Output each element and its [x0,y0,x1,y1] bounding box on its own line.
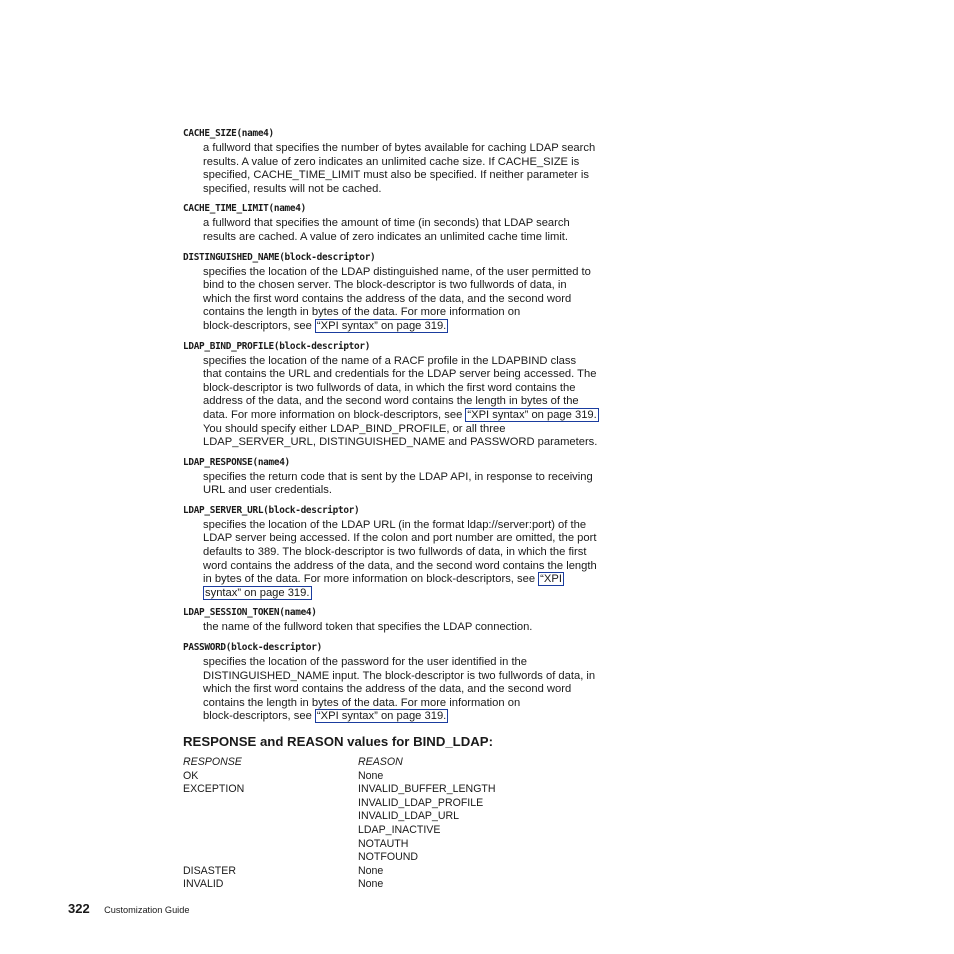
param-term: LDAP_BIND_PROFILE(block-descriptor) [183,340,371,352]
text-line: specifies the location of the name of a RACF profile in the LDAPBIND class [203,354,577,367]
text-line [203,587,613,601]
text-line: results. A value of zero indicates an unlimited cache size. If CACHE_SIZE is [203,155,580,168]
text-line [203,320,613,334]
param-term: DISTINGUISHED_NAME(block-descriptor) [183,251,376,263]
text-line: results are cached. A value of zero indicates an unlimited cache time limit. [203,230,569,243]
param-description [203,621,613,635]
response-reason-table [183,756,496,892]
text-line [203,409,613,423]
text-line: defaults to 389. The block-descriptor is two fullwords of data, in which the first [203,546,587,559]
param-description [203,355,613,450]
param-term: CACHE_TIME_LIMIT(name4) [183,203,306,215]
table-row [183,770,496,784]
table-row [183,878,496,892]
param-description [203,656,613,724]
text-line: specified, CACHE_TIME_LIMIT must also be specified. If neither parameter is [203,169,589,182]
response-cell [183,851,358,865]
text-line [203,573,613,587]
xpi-syntax-link[interactable]: “XPI syntax” on page 319. [316,319,447,332]
reason-cell: INVALID_BUFFER_LENGTH [358,783,496,796]
response-cell: EXCEPTION [183,783,245,796]
text-line: You should specify either LDAP_BIND_PROFILE, or all three [203,422,506,435]
text-line: contains the length in bytes of the data. For more information on [203,696,521,709]
response-cell: DISASTER [183,864,236,877]
param-ldap-bind-profile [183,341,613,450]
text-line: which the first word contains the address of the data, and the second word [203,292,572,305]
param-term: PASSWORD(block-descriptor) [183,642,322,654]
text-line: a fullword that specifies the number of bytes available for caching LDAP search [203,142,596,154]
book-title: Customization Guide [104,905,190,915]
param-password [183,642,613,724]
text-line: the name of the fullword token that specifies the LDAP connection. [203,621,533,634]
section-heading: RESPONSE and REASON values for BIND_LDAP: [183,734,493,749]
param-ldap-session-token [183,607,613,635]
text-line: word contains the address of the data, and the second word contains the length [203,559,597,572]
param-description [203,217,613,244]
text-line: specified, results will not be cached. [203,182,382,195]
param-ldap-server-url [183,505,613,601]
text-fragment: block-descriptors, see [203,319,315,332]
param-term: LDAP_SERVER_URL(block-descriptor) [183,504,360,516]
reason-cell: None [358,878,384,891]
text-line: bind to the chosen server. The block-descriptor is two fullwords of data, in [203,279,567,292]
param-description [203,266,613,334]
page-content [183,128,613,892]
param-cache-time-limit [183,203,613,244]
text-fragment: in bytes of the data. For more information on block-descriptors, see [203,573,539,586]
text-line: specifies the location of the LDAP URL (in the format ldap://server:port) of the [203,518,587,531]
param-description [203,142,613,196]
text-line: specifies the location of the password for the user identified in the [203,656,528,669]
response-cell: OK [183,769,199,782]
response-cell: INVALID [183,878,224,891]
column-header-response: RESPONSE [183,756,242,768]
table-row [183,783,496,797]
text-line [203,710,613,724]
text-line: DISTINGUISHED_NAME input. The block-descriptor is two fullwords of data, in [203,669,596,682]
param-ldap-response [183,457,613,498]
param-term: LDAP_SESSION_TOKEN(name4) [183,607,317,619]
text-line: specifies the return code that is sent by the LDAP API, in response to receiving [203,470,593,483]
table-row [183,838,496,852]
xpi-syntax-link[interactable]: “XPI [540,573,562,586]
xpi-syntax-link-continued[interactable]: syntax” on page 319. [205,586,310,599]
reason-cell: None [358,769,384,782]
reason-cell: LDAP_INACTIVE [358,823,441,836]
xpi-syntax-link[interactable]: “XPI syntax” on page 319. [467,408,597,421]
text-line: which the first word contains the address of the data, and the second word [203,683,572,696]
reason-cell: INVALID_LDAP_URL [358,810,460,823]
text-line: block-descriptor is two fullwords of data, in which the first word contains the [203,381,576,394]
param-term: CACHE_SIZE(name4) [183,128,274,139]
response-cell [183,824,358,838]
text-line: LDAP server being accessed. If the colon and port number are omitted, the port [203,532,597,545]
text-line: specifies the location of the LDAP distinguished name, of the user permitted to [203,265,591,278]
response-cell [183,838,358,852]
text-line: that contains the URL and credentials for the LDAP server being accessed. The [203,368,597,381]
param-description [203,519,613,601]
column-header-reason: REASON [358,756,403,768]
param-distinguished-name [183,252,613,334]
text-fragment: data. For more information on block-descriptors, see [203,408,466,421]
text-line: address of the data, and the second word contains the length in bytes of the [203,395,579,408]
page-number: 322 [68,901,90,916]
table-row [183,824,496,838]
page-footer [68,900,189,918]
text-line: URL and user credentials. [203,484,332,497]
table-row [183,810,496,824]
reason-cell: None [358,864,384,877]
response-cell [183,797,358,811]
xpi-syntax-link[interactable]: “XPI syntax” on page 319. [316,710,447,723]
param-description [203,471,613,498]
reason-cell: INVALID_LDAP_PROFILE [358,796,484,809]
reason-cell: NOTFOUND [358,851,419,864]
table-header-row [183,756,496,770]
table-row [183,865,496,879]
text-line: LDAP_SERVER_URL, DISTINGUISHED_NAME and PASSWORD parameters. [203,436,598,449]
text-line: a fullword that specifies the amount of time (in seconds) that LDAP search [203,217,570,230]
table-row [183,797,496,811]
text-line: contains the length in bytes of the data. For more information on [203,306,521,319]
table-row [183,851,496,865]
text-fragment: block-descriptors, see [203,710,315,723]
param-term: LDAP_RESPONSE(name4) [183,456,290,468]
response-cell [183,810,358,824]
reason-cell: NOTAUTH [358,837,409,850]
param-cache-size [183,128,613,196]
